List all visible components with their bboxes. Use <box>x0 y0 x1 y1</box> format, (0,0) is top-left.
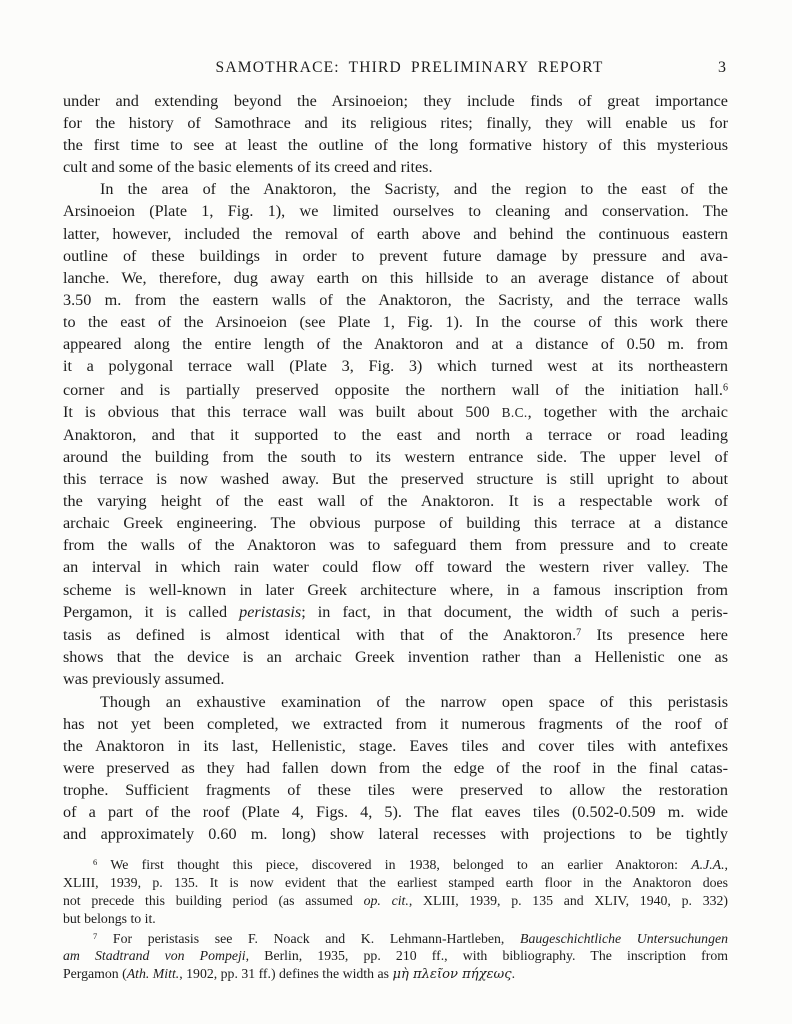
text-run: For peristasis see F. Noack and K. Lehmann-Hartleben, <box>97 930 521 946</box>
line-runs <box>63 92 728 110</box>
text-line <box>63 289 728 311</box>
text-run: from the walls of the Anaktoron was to safeguard them from pressure and to create <box>63 536 728 555</box>
text-run: , Berlin, 1935, pp. 210 ff., with bibliography. The inscription from <box>245 948 728 964</box>
line-runs <box>63 114 728 132</box>
text-run: were preserved as they had fallen down from the edge of the roof in the final catas- <box>63 758 728 777</box>
line-runs <box>63 803 728 821</box>
text-run: around the building from the south to its western entrance side. The upper level of <box>63 448 728 467</box>
line-runs <box>63 948 728 963</box>
text-run: Ath. Mitt. <box>126 966 180 982</box>
text-run: ; in fact, in that document, the width of such a peris- <box>301 602 728 621</box>
text-line <box>63 823 728 845</box>
line-runs <box>63 603 728 621</box>
text-run: under and extending beyond the Arsinoeion; they include finds of great importance <box>63 92 728 110</box>
text-block <box>63 58 728 984</box>
text-run: of a part of the roof (Plate 4, Figs. 4, 5). The flat eaves tiles (0.502-0.509 m. wide <box>63 803 728 822</box>
text-run: an interval in which rain water could flow off toward the western river valley. The <box>63 558 728 577</box>
text-line <box>63 245 728 267</box>
text-run: Anaktoron, and that it supported to the east and north a terrace or road leading <box>63 425 728 444</box>
text-run: latter, however, included the removal of earth above and behind the continuous eastern <box>63 224 728 243</box>
text-run: Its presence here <box>581 626 728 645</box>
text-run: XLIII, 1939, p. 135. It is now evident that the earliest stamped earth floor in the Anaktoron does <box>63 874 728 890</box>
line-runs <box>63 448 728 466</box>
text-run: to the east of the Arsinoeion (see Plate 1, Fig. 1). In the course of this work there <box>63 312 728 331</box>
text-run: Though an exhaustive examination of the narrow open space of this peristasis <box>100 692 728 711</box>
text-line <box>63 801 728 823</box>
line-runs <box>63 536 728 554</box>
text-run: lanche. We, therefore, dug away earth on this hillside to an average distance of about <box>63 268 728 287</box>
text-run: , <box>724 857 728 873</box>
line-runs <box>63 893 728 908</box>
footnote-marker: 7 <box>576 627 582 639</box>
text-run: B.C. <box>501 404 528 420</box>
line-runs <box>63 911 156 926</box>
text-run: this terrace is now washed away. But the preserved structure is still upright to about <box>63 470 728 489</box>
text-run: cult and some of the basic elements of its creed and rites. <box>63 158 433 177</box>
text-line <box>63 200 728 222</box>
line-runs <box>63 670 224 688</box>
line-runs <box>63 966 515 981</box>
page-title: SAMOTHRACE: THIRD PRELIMINARY REPORT <box>215 59 604 76</box>
running-head <box>63 58 728 78</box>
text-line <box>63 112 728 134</box>
text-run: In the area of the Anaktoron, the Sacristy, and the region to the east of the <box>100 180 728 199</box>
text-line <box>63 874 728 892</box>
line-runs <box>63 403 728 421</box>
text-line <box>63 713 728 735</box>
footnote <box>63 928 728 985</box>
line-runs <box>63 381 728 399</box>
line-runs <box>63 626 728 644</box>
text-run: shows that the device is an archaic Greek invention rather than a Hellenistic one as <box>63 648 728 667</box>
line-runs <box>63 648 728 666</box>
text-run: , XLIII, 1939, p. 135 and XLIV, 1940, p. 332) <box>408 892 728 908</box>
line-runs <box>63 357 728 375</box>
text-run: trophe. Sufficient fragments of these tiles were preserved to allow the restoration <box>63 780 728 799</box>
text-run: Baugeschichtliche Untersuchungen <box>520 930 728 946</box>
text-run: peristasis <box>239 602 302 621</box>
text-run: was previously assumed. <box>63 670 225 689</box>
text-line <box>63 691 728 713</box>
line-runs <box>63 781 728 799</box>
line-runs <box>93 857 728 872</box>
page-number: 3 <box>718 59 726 76</box>
paragraph <box>63 691 728 846</box>
text-line <box>63 355 728 377</box>
text-run: am Stadtrand von Pompeji <box>63 948 246 964</box>
line-runs <box>63 313 728 331</box>
text-run: has not yet been completed, we extracted from it numerous fragments of the roof of <box>63 714 728 733</box>
footnote <box>63 854 728 927</box>
footnote-marker: 6 <box>93 857 98 868</box>
line-runs <box>63 581 728 599</box>
line-runs <box>63 247 728 265</box>
text-run: μὴ πλεῖον πήχεως <box>392 967 512 983</box>
text-line <box>63 311 728 333</box>
text-line <box>63 668 728 690</box>
text-run: and approximately 0.60 m. long) show lateral recesses with projections to be tightly <box>63 825 728 844</box>
line-runs <box>63 715 728 733</box>
text-run: tasis as defined is almost identical with that of the Anaktoron. <box>63 626 577 645</box>
text-line <box>63 424 728 446</box>
text-line <box>63 910 728 928</box>
text-run: , 1902, pp. 31 ff.) defines the width as <box>179 966 393 982</box>
line-runs <box>63 875 728 890</box>
text-line <box>63 534 728 556</box>
body-text <box>63 90 728 845</box>
text-line <box>63 178 728 200</box>
footnote-marker: 6 <box>722 382 728 394</box>
line-runs <box>93 931 728 946</box>
line-runs <box>63 558 728 576</box>
line-runs <box>63 470 728 488</box>
line-runs <box>100 693 728 711</box>
paragraph <box>63 90 728 178</box>
text-line <box>63 267 728 289</box>
text-line <box>63 377 728 401</box>
text-line <box>63 556 728 578</box>
text-run: scheme is well-known in later Greek architecture where, in a famous inscription from <box>63 580 728 599</box>
line-runs <box>63 492 728 510</box>
text-line <box>63 928 728 948</box>
text-line <box>63 601 728 623</box>
text-line <box>63 446 728 468</box>
line-runs <box>63 825 728 843</box>
text-run: A.J.A. <box>691 857 725 873</box>
line-runs <box>100 180 728 198</box>
text-run: archaic Greek engineering. The obvious purpose of building this terrace at a distance <box>63 514 728 533</box>
text-line <box>63 965 728 984</box>
text-run: the first time to see at least the outline of the long formative history of this mysterious <box>63 136 728 155</box>
text-run: appeared along the entire length of the Anaktoron and at a distance of 0.50 m. from <box>63 335 728 354</box>
text-line <box>63 134 728 156</box>
text-line <box>63 623 728 647</box>
line-runs <box>63 225 728 243</box>
text-run: Pergamon ( <box>63 966 127 982</box>
text-line <box>63 854 728 874</box>
text-line <box>63 90 728 112</box>
text-run: outline of these buildings in order to prevent future damage by pressure and ava- <box>63 246 728 265</box>
text-line <box>63 579 728 601</box>
text-run: 3.50 m. from the eastern walls of the Anaktoron, the Sacristy, and the terrace walls <box>63 290 728 309</box>
text-line <box>63 156 728 178</box>
text-line <box>63 512 728 534</box>
text-line <box>63 757 728 779</box>
text-run: We first thought this piece, discovered in 1938, belonged to an earlier Anaktoron: <box>97 857 692 873</box>
text-line <box>63 401 728 424</box>
text-line <box>63 333 728 355</box>
line-runs <box>63 426 728 444</box>
line-runs <box>63 335 728 353</box>
line-runs <box>63 269 728 287</box>
line-runs <box>63 158 433 176</box>
text-line <box>63 490 728 512</box>
text-run: , together with the archaic <box>527 402 728 421</box>
line-runs <box>63 759 728 777</box>
text-run: the Anaktoron in its last, Hellenistic, stage. Eaves tiles and cover tiles with antefixes <box>63 736 728 755</box>
text-run: . <box>511 966 516 982</box>
text-run: corner and is partially preserved opposite the northern wall of the initiation hall. <box>63 380 723 399</box>
text-run: op. cit. <box>363 892 409 908</box>
text-run: Arsinoeion (Plate 1, Fig. 1), we limited ourselves to cleaning and conservation. The <box>63 202 728 221</box>
text-run: for the history of Samothrace and its religious rites; finally, they will enable us for <box>63 114 728 133</box>
footnotes <box>63 854 728 984</box>
line-runs <box>63 202 728 220</box>
line-runs <box>63 514 728 532</box>
text-line <box>63 735 728 757</box>
text-line <box>63 468 728 490</box>
text-run: it a polygonal terrace wall (Plate 3, Fig. 3) which turned west at its northeastern <box>63 357 728 376</box>
text-line <box>63 892 728 910</box>
text-run: Pergamon, it is called <box>63 602 240 621</box>
footnote-marker: 7 <box>93 930 98 941</box>
text-line <box>63 646 728 668</box>
text-run: not precede this building period (as assumed <box>63 892 364 908</box>
paragraph <box>63 178 728 690</box>
text-run: but belongs to it. <box>63 910 156 926</box>
line-runs <box>63 737 728 755</box>
text-line <box>63 223 728 245</box>
text-line <box>63 947 728 965</box>
text-line <box>63 779 728 801</box>
text-run: the varying height of the east wall of the Anaktoron. It is a respectable work of <box>63 492 728 511</box>
line-runs <box>63 291 728 309</box>
text-run: It is obvious that this terrace wall was built about 500 <box>63 402 502 421</box>
line-runs <box>63 136 728 154</box>
